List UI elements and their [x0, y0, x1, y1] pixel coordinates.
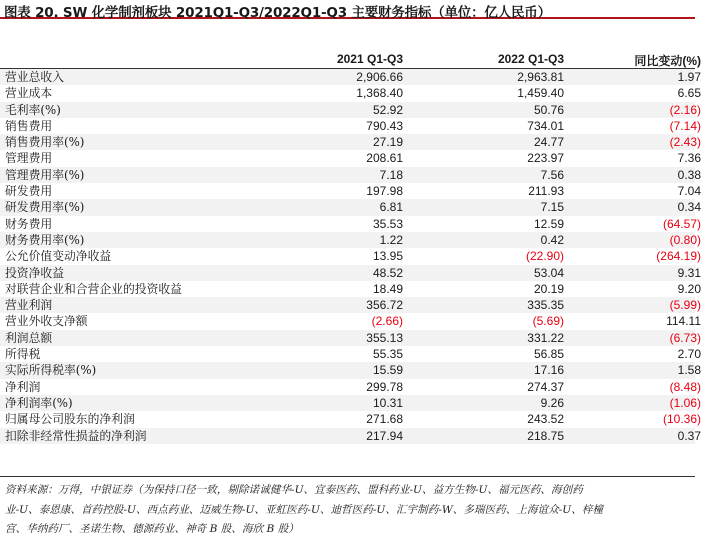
value-2021: 15.59 — [372, 363, 403, 378]
table-row — [0, 183, 701, 199]
value-2021: 217.94 — [366, 428, 403, 443]
value-yoy: 0.34 — [677, 200, 701, 215]
value-2021: (2.66) — [371, 314, 403, 329]
value-yoy: (2.43) — [669, 135, 701, 150]
value-2021: 1,368.40 — [356, 86, 403, 101]
table-row — [0, 118, 701, 134]
value-2021: 790.43 — [366, 118, 403, 133]
table-body — [0, 69, 701, 444]
value-2022: 53.04 — [533, 265, 564, 280]
value-yoy: (1.06) — [669, 395, 701, 410]
table-row — [0, 69, 701, 85]
value-2021: 7.18 — [379, 167, 403, 182]
row-label: 财务费用 — [5, 216, 53, 231]
row-label: 扣除非经常性损益的净利润 — [5, 428, 147, 443]
table-row — [0, 216, 701, 232]
value-2022: 274.37 — [527, 379, 564, 394]
value-2021: 271.68 — [366, 412, 403, 427]
value-yoy: (2.16) — [669, 102, 701, 117]
value-2022: (5.69) — [532, 314, 564, 329]
table-row — [0, 297, 701, 313]
value-2021: 52.92 — [372, 102, 403, 117]
row-label: 财务费用率(%) — [5, 232, 85, 247]
row-label: 销售费用率(%) — [5, 135, 85, 150]
table-row — [0, 134, 701, 150]
table-bottom-rule — [0, 476, 695, 477]
row-label: 营业成本 — [5, 86, 53, 101]
table-row — [0, 281, 701, 297]
value-2022: 20.19 — [533, 281, 564, 296]
value-yoy: 7.04 — [677, 184, 701, 199]
header-2022: 2022 Q1-Q3 — [497, 52, 564, 66]
table-row — [0, 428, 701, 444]
row-label: 归属母公司股东的净利润 — [5, 412, 135, 427]
value-yoy: 1.58 — [677, 363, 701, 378]
table-row — [0, 167, 701, 183]
value-2022: 218.75 — [527, 428, 564, 443]
row-label: 研发费用率(%) — [5, 200, 85, 215]
value-yoy: (6.73) — [669, 330, 701, 345]
row-label: 公允价值变动净收益 — [5, 249, 112, 264]
row-label: 管理费用率(%) — [5, 167, 85, 182]
value-yoy: 7.36 — [677, 151, 701, 166]
table-row — [0, 346, 701, 362]
row-label: 营业总收入 — [5, 70, 64, 84]
value-2021: 355.13 — [366, 330, 403, 345]
value-2022: 1,459.40 — [517, 86, 564, 101]
table-row — [0, 330, 701, 346]
row-label: 研发费用 — [5, 184, 53, 199]
value-2021: 55.35 — [372, 347, 403, 362]
value-2022: 734.01 — [527, 118, 564, 133]
row-label: 投资净收益 — [5, 265, 64, 280]
value-2022: 243.52 — [527, 412, 564, 427]
row-label: 销售费用 — [5, 118, 53, 133]
value-2022: 331.22 — [527, 330, 564, 345]
value-2022: 50.76 — [533, 102, 564, 117]
table-row — [0, 395, 701, 411]
value-2022: 2,963.81 — [517, 70, 564, 84]
value-2021: 356.72 — [366, 298, 403, 313]
value-2021: 13.95 — [372, 249, 403, 264]
value-2021: 1.22 — [379, 232, 403, 247]
title-bar — [0, 0, 695, 19]
value-2021: 299.78 — [366, 379, 403, 394]
row-label: 净利润率(%) — [5, 395, 73, 410]
table-row — [0, 411, 701, 427]
row-label: 利润总额 — [5, 330, 53, 345]
value-2022: 9.26 — [540, 395, 564, 410]
value-yoy: 9.20 — [677, 281, 701, 296]
value-2021: 48.52 — [372, 265, 403, 280]
value-2021: 27.19 — [372, 135, 403, 150]
value-yoy: (5.99) — [669, 298, 701, 313]
value-yoy: (7.14) — [669, 118, 701, 133]
row-label: 营业利润 — [5, 298, 53, 313]
table-row — [0, 362, 701, 378]
table-row — [0, 265, 701, 281]
table-row — [0, 248, 701, 264]
row-label: 所得税 — [5, 347, 41, 362]
value-2022: 211.93 — [528, 184, 564, 199]
value-yoy: 9.31 — [677, 265, 701, 280]
value-2022: 7.15 — [540, 200, 564, 215]
value-2022: 7.56 — [540, 167, 564, 182]
value-2022: 223.97 — [527, 151, 564, 166]
row-label: 营业外收支净额 — [5, 314, 88, 329]
value-2021: 208.61 — [366, 151, 403, 166]
table-row — [0, 379, 701, 395]
value-2022: 12.59 — [533, 216, 564, 231]
header-yoy: 同比变动(%) — [634, 54, 701, 68]
chart-title: 图表 20. SW 化学制剂板块 2021Q1-Q3/2022Q1-Q3 主要财务指标（单位：亿人民币） — [4, 5, 551, 21]
table-row — [0, 85, 701, 101]
value-yoy: (10.36) — [662, 412, 701, 427]
value-2021: 6.81 — [379, 200, 403, 215]
source-line: 资料来源：万得，中银证券（为保持口径一致，剔除诺诚健华-U、宜泰医药、盟科药业-U、益方生物-U、福元医药、海创药 — [5, 484, 583, 496]
value-2022: (22.90) — [525, 249, 564, 264]
value-2021: 197.98 — [366, 184, 403, 199]
row-label: 毛利率(%) — [5, 102, 61, 117]
value-2022: 24.77 — [533, 135, 564, 150]
table-row — [0, 232, 701, 248]
table-header — [0, 50, 701, 69]
value-2021: 35.53 — [372, 216, 403, 231]
value-yoy: 0.37 — [677, 428, 701, 443]
value-yoy: 2.70 — [677, 347, 701, 362]
value-yoy: (0.80) — [669, 232, 701, 247]
value-yoy: 114.11 — [666, 314, 701, 329]
value-2022: 0.42 — [540, 232, 564, 247]
value-yoy: 6.65 — [677, 86, 701, 101]
table-row — [0, 313, 701, 329]
header-2021: 2021 Q1-Q3 — [336, 52, 403, 66]
row-label: 实际所得税率(%) — [5, 363, 97, 378]
row-label: 管理费用 — [5, 151, 53, 166]
row-label: 净利润 — [5, 379, 41, 394]
value-2022: 17.16 — [533, 363, 564, 378]
source-line: 业-U、泰恩康、首药控股-U、西点药业、迈威生物-U、亚虹医药-U、迪哲医药-U、汇宇制药-W、多瑞医药、上海谊众-U、梓橦 — [5, 503, 604, 516]
value-2021: 18.49 — [372, 281, 403, 296]
source-line: 宫、华纳药厂、圣诺生物、德源药业、神奇 B 股、海欣 B 股） — [5, 523, 299, 535]
table-row — [0, 150, 701, 166]
value-2021: 10.31 — [372, 395, 403, 410]
value-2022: 56.85 — [533, 347, 564, 362]
value-yoy: 0.38 — [677, 167, 701, 182]
value-yoy: (264.19) — [656, 249, 701, 264]
value-yoy: 1.97 — [677, 70, 701, 84]
row-label: 对联营企业和合营企业的投资收益 — [5, 281, 182, 296]
table-row — [0, 199, 701, 215]
value-2022: 335.35 — [527, 298, 564, 313]
value-2021: 2,906.66 — [356, 70, 403, 84]
source-note — [5, 481, 705, 540]
table-row — [0, 102, 701, 118]
value-yoy: (64.57) — [662, 216, 701, 231]
value-yoy: (8.48) — [669, 379, 701, 394]
